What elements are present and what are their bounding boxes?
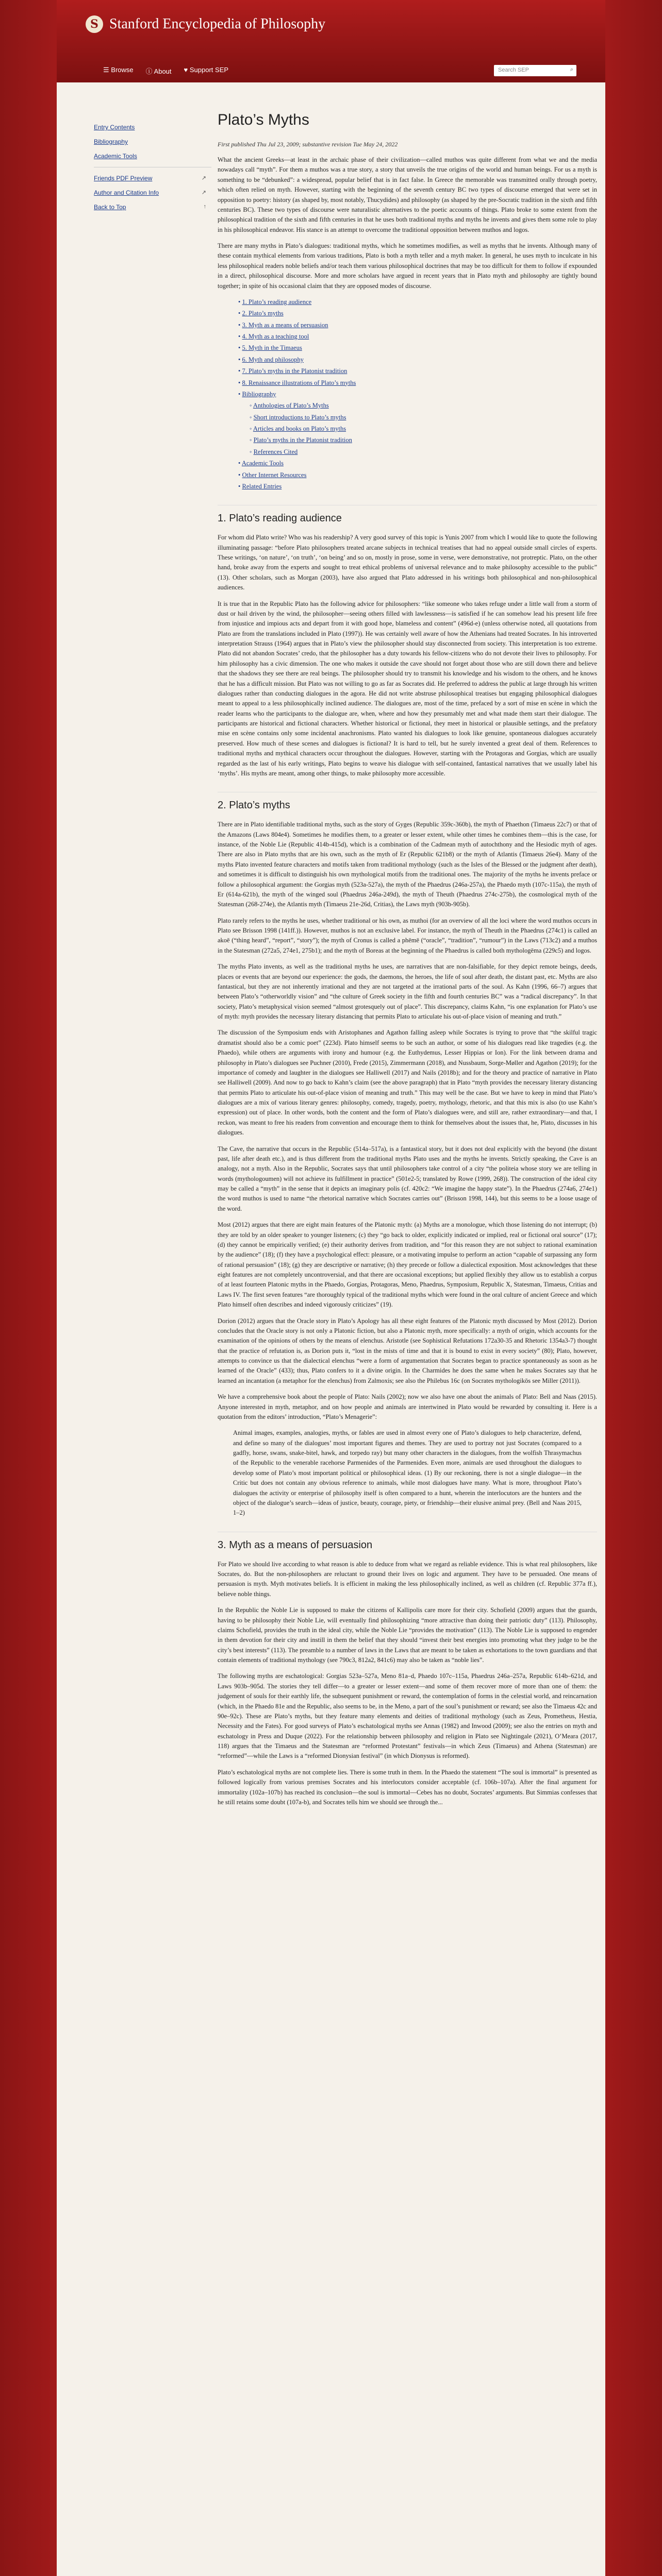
section-paragraph: It is true that in the Republic Plato has the following advice for philosophers: “like someone who takes refuge under a little wall from a storm of dust or hail driven by the wind, the philosopher—seeing others filled with lawlessness—is satisfied if he can somehow lead his present life free from injustice and impious acts and depart from it with good hope, blameless and content” (496d-e) (unless otherwise noted, all quotations from Plato are from the translations included in Plato (1997)). He was certainly well aware of how the Athenians had treated Socrates. In his introverted interpretation Strauss (1964) argues that in Plato’s view the philosopher should stay disconnected from society. This interpretation is too extreme. Plato did not abandon Socrates’ credo, that the philosopher has a duty towards his fellow-citizens who do not devote their lives to philosophy. For him philosophy has a civic dimension. The one who makes it outside the cave should not forget about those who are still down there and believe that the shadows they see there are real beings. The philosopher should try to transmit his knowledge and his wisdom to the others, and he knows that he has a difficult mission. But Plato was not willing to go as far as Socrates did. He preferred to address the public at large through his written dialogues rather than conducting dialogues in the agora. He did not write abstruse philosophical treatises but engaging philosophical dialogues meant to appeal to a less philosophically inclined audience. The dialogues are, most of the time, prefaced by a sort of mise en scène in which the reader learns who the participants to the dialogue are, when, where and how they presumably met and what made them start their dialogue. The participants are historical and fictional characters. Whether historical or fictional, they meet in historical or plausible settings, and the prefatory mise en scène contains only some incidental anachronisms. Plato wanted his dialogues to look like genuine, spontaneous dialogues accurately preserved. How much of these scenes and dialogues is fictional? It is hard to tell, but he surely invented a great deal of them. References to traditional myths and mythical characters occur throughout the dialogues. However, starting with the Protagoras and Gorgias, which are usually regarded as the last of his early writings, Plato begins to weave his dialogue with self-contained, fantastical narratives that we usually label his ‘myths’. His myths are meant, among other things, to make philosophy more accessible. xyxy=(218,600,597,777)
toc-subitem[interactable]: ◦ Plato’s myths in the Platonist tradition xyxy=(250,436,352,444)
table-of-contents xyxy=(238,297,597,492)
sidebar-academic-tools[interactable]: Academic Tools xyxy=(94,152,137,160)
section-paragraph: For Plato we should live according to what reason is able to deduce from what we regard as reliable evidence. This is what real philosophers, like Socrates, do. But the non-philosophers are reluctant to ground their lives on logic and argument. They have to be persuaded. One means of persuasion is myth. Myth motivates beliefs. It is efficient in making the less philosophically inclined, as well as children (cf. Republic 377a ff.), believe noble things. xyxy=(218,1560,597,1598)
site-header xyxy=(57,0,605,82)
sidebar-entry-contents[interactable]: Entry Contents xyxy=(94,124,135,131)
site-logo[interactable] xyxy=(86,15,325,33)
sidebar-bibliography[interactable]: Bibliography xyxy=(94,138,128,145)
toc-item[interactable]: • 2. Plato’s myths xyxy=(238,310,284,317)
sidebar-friends-pdf[interactable]: Friends PDF Preview ↗ xyxy=(94,175,206,182)
toc-item[interactable]: • 6. Myth and philosophy xyxy=(238,355,304,363)
section-paragraph: The discussion of the Symposium ends with Aristophanes and Agathon falling asleep while Socrates is trying to prove that “the skilful tragic dramatist should also be a comic poet” (223d). Plato himself seems to be such an author, or some of his dialogues read like tragedies (e.g. the Phaedo), while others are arguments with irony and humour (e.g. the Euthydemus, Lesser Hippias or Ion). For the link between drama and philosophy in Plato’s dialogues see Puchner (2010), Frede (2015), Zimmermann (2018), and Nussbaum, Sorge-Møller and Agathon (2019); for the importance of comedy and laughter in the dialogues see Halliwell (2017) and Nails (2018b); and for the theory and practice of narrative in Plato see Halliwell (2009). And now to go back to Kahn’s claim (see the above paragraph) that in Plato “myth provides the necessary literary distancing that permits Plato to articulate his out-of-place vision of meaning and truth.” This may well be the case. But we have to keep in mind that Plato’s dialogues are a mix of various literary genres: philosophy, comedy, tragedy, poetry, mythology, rhetoric, and that this mix is also (to use Kahn’s expression) out of place. In other words, both the content and the form of Plato’s dialogues were, and still are, rather extraordinary—and that, I reckon, was meant to free his readers from convention and encourage them to think for themselves about the issues that, he, Plato, discusses in his dialogues. xyxy=(218,1029,597,1137)
section-paragraph: Plato’s eschatological myths are not complete lies. There is some truth in them. In the Phaedo the statement “The soul is immortal” is presented as followed logically from various premises Socrates and his interlocutors consider acceptable (cf. 106b–107a). After the final argument for immortality (102a–107b) has reached its conclusion—the soul is immortal—Cebes has no doubt, Socrates’ arguments. But Simmias confesses that he still retains some doubt (107a-b), and Socrates tells him we should see through the... xyxy=(218,1768,597,1806)
section-paragraph: The Cave, the narrative that occurs in the Republic (514a–517a), is a fantastical story, but it does not deal explicitly with the beyond (the distant past, life after death etc.), and is thus different from the traditional myths Plato uses and the myths he invents. Strictly speaking, the Cave is an analogy, not a myth. Also in the Republic, Socrates says that until philosophers take control of a city “the politeia whose story we are telling in words (mythologoumen) will not achieve its fulfillment in practice” (501e2-5; translated by Rowe (1999, 268)). The construction of the ideal city may be called a “myth” in the sense that it depicts an imaginary polis (cf. 420c2: “We imagine the happy state”). In the Phaedrus (274a6, 274e1) the word muthos is used to name “the rhetorical narrative which Socrates carries out” (Brisson 1998, 144), but this seems to be a loose usage of the word. xyxy=(218,1145,597,1212)
section-heading: 3. Myth as a means of persuasion xyxy=(218,1532,597,1553)
article-body xyxy=(218,108,597,1814)
article-title: Plato’s Myths xyxy=(218,111,309,128)
toc-item[interactable]: • 3. Myth as a means of persuasion xyxy=(238,321,328,329)
toc-subitem[interactable]: ◦ References Cited xyxy=(250,448,298,455)
external-link-icon: ↗ xyxy=(201,190,206,196)
intro-paragraph: There are many myths in Plato’s dialogues: traditional myths, which he sometimes modifies, as well as myths that he invents. Although many of these contain mythical elements from various traditions, Plato is both a myth teller and a myth maker. In general, he uses myth to inculcate in his less philosophical readers noble beliefs and/or teach them various philosophical doctrines that may be too difficult for them to follow if expounded in a direct, philosophical discourse. More and more scholars have argued in recent years that in Plato myth and philosophy are tightly bound together; in spite of his occasional claim that they are opposed modes of discourse. xyxy=(218,242,597,290)
page-frame xyxy=(57,0,605,2576)
section-paragraph: For whom did Plato write? Who was his readership? A very good survey of this topic is Yunis 2007 from which I would like to quote the following illuminating passage: “before Plato philosophers treated arcane subjects in technical treatises that had no appeal outside small circles of experts. These writings, ‘on nature’, ‘on truth’, ‘on being’ and so on, mostly in prose, some in verse, were demonstrative, not protreptic. Plato, on the other hand, broke away from the experts and sought to treat ethical problems of universal relevance and to make philosophy accessible to the public” (13). Other scholars, such as Morgan (2003), have also argued that Plato addressed in his writings both philosophical and non-philosophical audiences. xyxy=(218,534,597,591)
section-paragraph: Dorion (2012) argues that the Oracle story in Plato’s Apology has all these eight features of the Platonic myth discussed by Most (2012). Dorion concludes that the Oracle story is not only a Platonic fiction, but also a Platonic myth, more specifically: a myth of origin, which accounts for the examination of the opinions of others by the means of elenchus. Aristotle (see Sophistical Refutations 172a30-35 and Rhetoric 1354a3-7) thought that the practice of refutation is, as Dorion puts it, “lost in the mists of time and that it is bound to exist in every society” (80); Plato, however, attempts to convince us that the dialectical elenchus “were a form of argumentation that Socrates began to practice spontaneously as soon as he learned of the Oracle” (433); thus, Plato confers to it a divine origin. In the Charmides he does the same when he makes Socrates say that he learned an incantation (a metaphor for the elenchus) from Zalmoxis; see also the Philebus 16c (on Socrates mythologikōs see Miller (2011)). xyxy=(218,1317,597,1384)
toc-item[interactable]: • 5. Myth in the Timaeus xyxy=(238,344,302,352)
toc-item[interactable]: • Bibliography xyxy=(238,390,276,398)
sidebar-back-to-top[interactable]: Back to Top ↑ xyxy=(94,204,206,211)
toc-subitem[interactable]: ◦ Short introductions to Plato’s myths xyxy=(250,413,346,421)
intro-paragraph: What the ancient Greeks—at least in the archaic phase of their civilization—called muthos was quite different from what we and the media nowadays call “myth”. For them a muthos was a true story, a story that unveils the true origins of the world and human beings. For us a myth is something to be “debunked”: a widespread, popular belief that is in fact false. In Greece the memorable was transmitted orally through poetry, which often relied on myth. However, starting with the beginning of the seventh century BC two types of discourse emerged that were set in opposition to poetry: history (as shaped by, most notably, Thucydides) and philosophy (as shaped by the pre-Socratic tradition in the sixth and fifth centuries BC). These two types of discourse were naturalistic alternatives to the poetic accounts of things. Plato broke to some extent from the philosophical tradition of the sixth and fifth centuries in that he uses both traditional myths and myths he invents and gives them some role to play in his philosophical endeavor. His stance is an attempt to overcome the traditional opposition between muthos and logos. xyxy=(218,156,597,233)
toc-subitem[interactable]: ◦ Anthologies of Plato’s Myths xyxy=(250,402,329,410)
section-paragraph: Plato rarely refers to the myths he uses, whether traditional or his own, as muthoi (for an overview of all the loci where the word muthos occurs in Plato see Brisson 1998 (141ff.)). However, muthos is not an exclusive label. For instance, the myth of Theuth in the Phaedrus (274c1) is called an akoē (“thing heard”, “report”, “story”); the myth of Cronus is called a phēmē (“oracle”, “tradition”, “rumour”) in the Laws (713c2) and a muthos in the Statesman (272a5, 274e1, 275b1); and the myth of Boreas at the beginning of the Phaedrus is called both mythologēma (229c5) and logos. xyxy=(218,917,597,954)
entry-navigation xyxy=(94,124,211,218)
nav-about[interactable]: ⓘ About xyxy=(145,67,172,75)
nav-browse[interactable]: ☰ Browse xyxy=(103,66,134,74)
search-icon[interactable]: ⌕ xyxy=(570,66,573,73)
sidebar-author-citation[interactable]: Author and Citation Info ↗ xyxy=(94,189,206,196)
toc-item[interactable]: • 7. Plato’s myths in the Platonist tradition xyxy=(238,367,347,375)
sep-logo-icon: S xyxy=(86,15,103,33)
site-title: Stanford Encyclopedia of Philosophy xyxy=(109,16,326,32)
main-nav xyxy=(103,66,228,76)
toc-item[interactable]: • Related Entries xyxy=(238,482,282,490)
section-paragraph: In the Republic the Noble Lie is supposed to make the citizens of Kallipolis care more for their city. Schofield (2009) argues that the guards, having to be philosophy their Noble Lie, will eventually find philosophizing “more attractive than doing their patriotic duty” (113). Philosophy, claims Schofield, provides the truth in the ideal city, while the Noble Lie “provides the motivation” (113). The Noble Lie is supposed to engender in them devotion for their city and instill in them the belief that they should “invest their best energies into promoting what they judge to be the city’s best interests” (113). The preamble to a number of laws in the Laws that are meant to be taken as exhortations to the town guardians and that contain elements of traditional mythology (see 790c3, 812a2, 841c6) may also be taken as “noble lies”. xyxy=(218,1606,597,1664)
search-input[interactable]: Search SEP ⌕ xyxy=(494,65,576,76)
toc-item[interactable]: • 8. Renaissance illustrations of Plato’s myths xyxy=(238,379,356,386)
section-heading: 2. Plato’s myths xyxy=(218,792,597,814)
toc-item[interactable]: • Academic Tools xyxy=(238,460,284,467)
section-paragraph: The following myths are eschatological: Gorgias 523a–527a, Meno 81a–d, Phaedo 107c–115a, Phaedrus 246a–257a, Republic 614b–621d, and Laws 903b–905d. The stories they tell differ—to a greater or lesser extent—and some of them recover more of more than one of them: the judgement of souls for their earthly life, the subsequent punishment or reward, the contemplation of forms in the celestial world, and reincarnation (which, in the Phaedo 81e and the Republic, also seems to be, in the Meno, a part of the soul’s punishment or reward; see also the Timaeus 42c and 90e–92c). These are Plato’s myths, but they feature many elements and deities of traditional mythology (such as Zeus, Prometheus, Hestia, Necessity and the Fates). For good surveys of Plato’s eschatological myths see Annas (1982) and Inwood (2009); see also the entries on myth and eschatology in Press and Duque (2022). For the relationship between philosophy and religion in Plato see Nightingale (2021), O’Meara (2017, 118) argues that the Timaeus and the Statesman are “reformed Protestant” festivals—in which Zeus (Timaeus) and Athena (Statesman) are “reformed”—while the Laws is a “reformed Dionysian festival” (in which Dionysus is reformed). xyxy=(218,1672,597,1760)
arrow-up-icon: ↑ xyxy=(203,204,206,210)
section-paragraph: Most (2012) argues that there are eight main features of the Platonic myth: (a) Myths are a monologue, which those listening do not interrupt; (b) they are told by an older speaker to younger listeners; (c) they “go back to older, explicitly indicated or implied, real or fictional oral source” (17); (d) they cannot be empirically verified; (e) their authority derives from tradition, and “for this reason they are not subject to rational examination by the audience” (18); (f) they have a psychological effect: pleasure, or a motivating impulse to perform an action “capable of surpassing any form of rational persuasion” (18); (g) they are descriptive or narrative; (h) they precede or follow a dialectical exposition. Most acknowledges that these eight features are not completely uncontroversial, and that there are occasional exceptions; but applied flexibly they allow us to establish a corpus of at least fourteen Platonic myths in the Phaedo, Gorgias, Protagoras, Meno, Phaedrus, Symposium, Republic X, Statesman, Timaeus, Critias and Laws IV. The first seven features “are thoroughly typical of the traditional myths which were found in the oral culture of ancient Greece and which Plato himself often describes and indeed vigorously criticizes” (19). xyxy=(218,1221,597,1309)
external-link-icon: ↗ xyxy=(201,175,206,181)
blockquote: Animal images, examples, analogies, myths, or fables are used in almost every one of Plato’s dialogues to help characterize, defend, and define so many of the dialogues’ most important figures and themes. They are used to portray not just Socrates (compared to a gadfly, horse, swans, snake-bitel, hawk, and torpedo ray) but many other characters in the dialogues, from the wolfish Thrasymachus of the Republic to the venerable racehorse Parmenides of the Parmenides. Even more, animals are used throughout the dialogues to develop some of Plato’s most important political or philosophical ideas. (1) By our reckoning, there is not a single dialogue—in the Critic but does not contain any obvious reference to animals, while most dialogues have many. What is more, throughout Plato’s dialogues the activity or enterprise of philosophy itself is often compared to a hunt, wherein the interlocutors are the hunters and the object of the dialogue’s search—ideas of justice, beauty, courage, piety, or friendship—their elusive animal prey. (Bell and Naas 2015, 1–2) xyxy=(233,1429,582,1517)
section-heading: 1. Plato’s reading audience xyxy=(218,505,597,527)
publication-info: First published Thu Jul 23, 2009; substantive revision Tue May 24, 2022 xyxy=(218,140,398,148)
section-paragraph: There are in Plato identifiable traditional myths, such as the story of Gyges (Republic 359c-360b), the myth of Phaethon (Timaeus 22c7) or that of the Amazons (Laws 804e4). Sometimes he modifies them, to a greater or lesser extent, while other times he combines them—this is the case, for instance, of the Noble Lie (Republic 414b-415d), which is a combination of the Cadmean myth of autochthony and the Hesiodic myth of ages. There are also in Plato myths that are his own, such as the myth of Er (Republic 621b8) or the myth of Atlantis (Timaeus 26e4). Many of the myths Plato invented feature characters and motifs taken from traditional mythology (such as the Isles of the Blessed or the judgment after death), and sometimes it is difficult to distinguish his own mythological motifs from the traditional ones. The majority of the myths he invents preface or follow a philosophical argument: the Gorgias myth (523a-527a), the myth of the Phaedrus (246a-257a), the Phaedo myth (107c-115a), the myth of Er (614a-621b), the myth of the winged soul (Phaedrus 246a-249d), the myth of Theuth (Phaedrus 274c-275b), the cosmological myth of the Statesman (268-274e), the Atlantis myth (Timaeus 21e-26d, Critias), the Laws myth (903b-905b). xyxy=(218,821,597,908)
nav-support[interactable]: ♥ Support SEP xyxy=(184,66,229,74)
toc-item[interactable]: • 4. Myth as a teaching tool xyxy=(238,333,309,341)
toc-item[interactable]: • 1. Plato’s reading audience xyxy=(238,298,312,306)
toc-subitem[interactable]: ◦ Articles and books on Plato’s myths xyxy=(250,425,346,433)
section-paragraph: We have a comprehensive book about the people of Plato: Nails (2002); now we also have one about the animals of Plato: Bell and Naas (2015). Anyone interested in myth, metaphor, and on how people and animals are intertwined in Plato would be rewarded by consulting it. Here is a quotation from the editors’ introduction, “Plato’s Menagerie”: xyxy=(218,1393,597,1420)
toc-item[interactable]: • Other Internet Resources xyxy=(238,471,307,479)
section-paragraph: The myths Plato invents, as well as the traditional myths he uses, are narratives that are non-falsifiable, for they depict remote beings, deeds, places or events that are beyond our experience: the gods, the daemons, the heroes, the life of soul after death, the distant past, etc. Myths are also fantastical, but they are not inherently irrational and they are not targeted at the irrational parts of the soul. As Kahn (1996, 66–7) argues that between Plato’s “otherworldly vision” and “the culture of Greek society in the fifth and fourth centuries BC” was a “radical discrepancy”. In that society, Plato’s metaphysical vision seemed “almost grotesquely out of place”. This discrepancy, claims Kahn, “is one explanation for Plato’s use of myth: myth provides the necessary literary distancing that permits Plato to articulate his out-of-place vision of meaning and truth.” xyxy=(218,963,597,1021)
